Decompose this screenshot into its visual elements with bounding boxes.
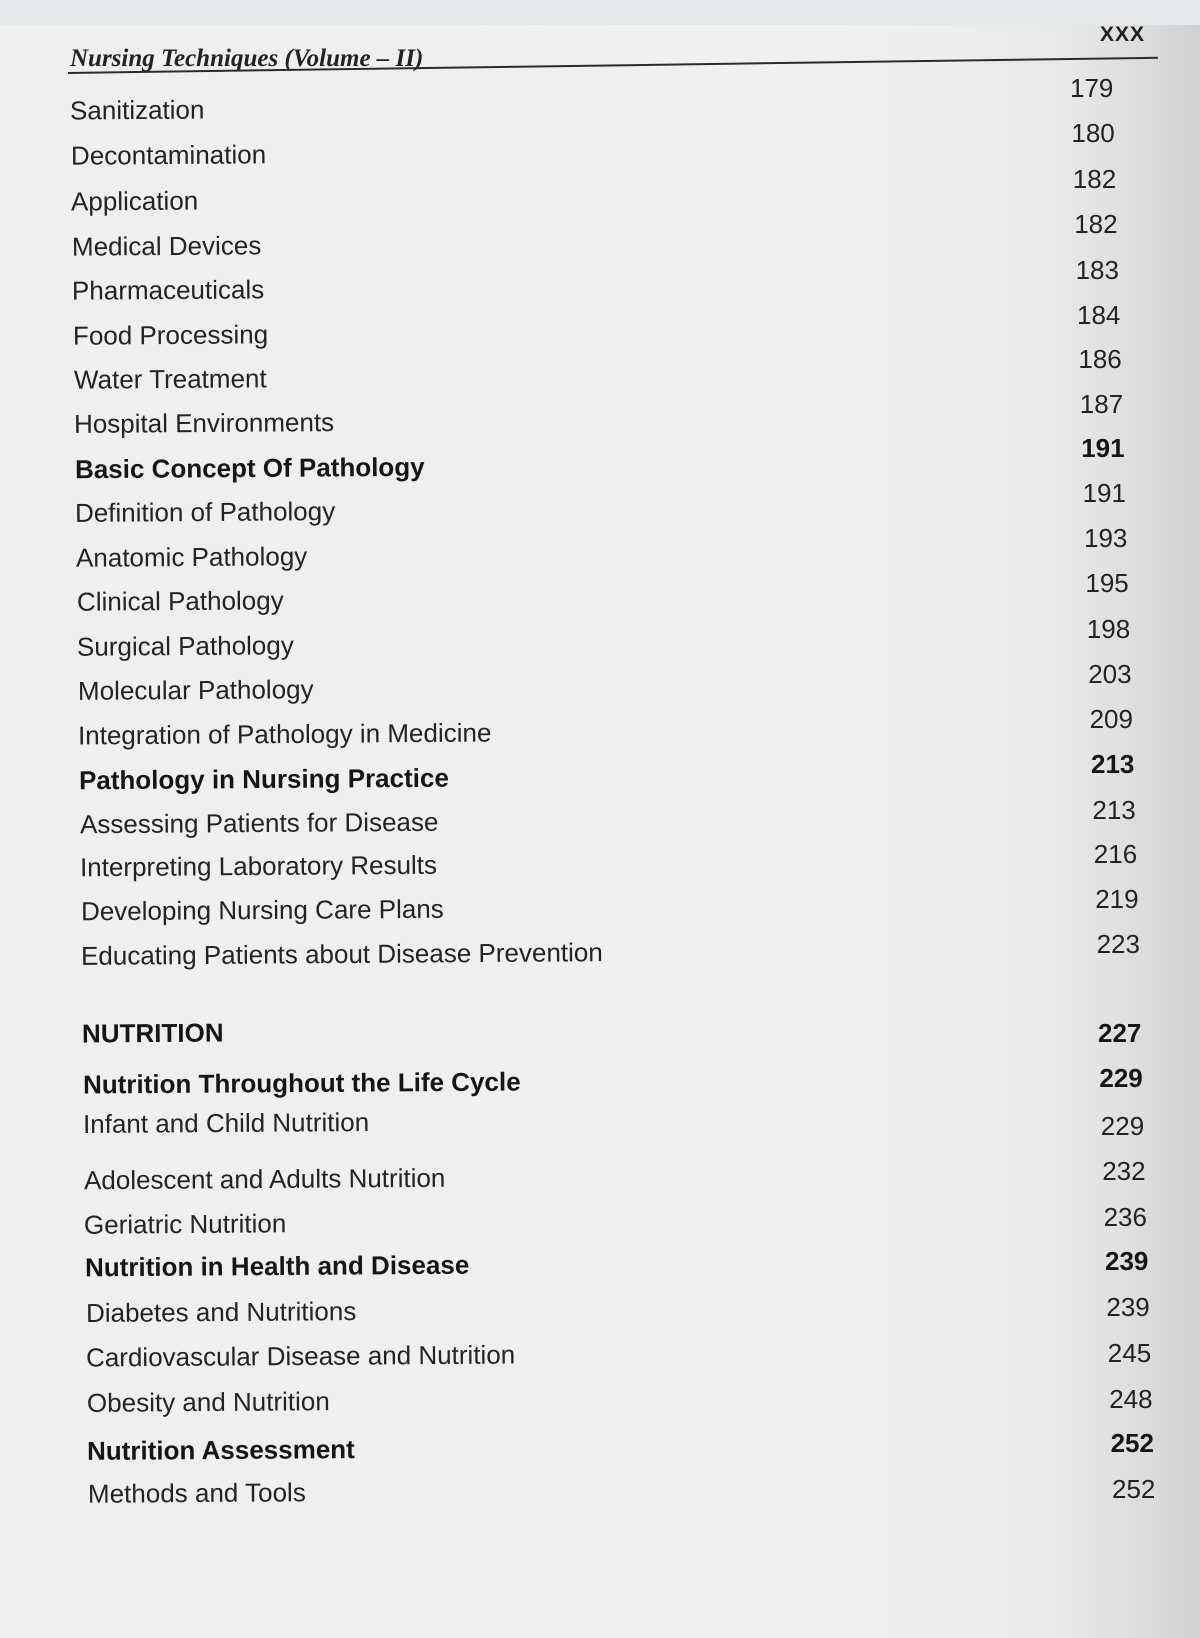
page-number: 195 (1085, 568, 1129, 598)
page-number: 236 (1103, 1202, 1147, 1232)
toc-entry: Obesity and Nutrition (86, 1386, 330, 1418)
page-number: 229 (1099, 1063, 1143, 1093)
running-head: Nursing Techniques (Volume – II) (70, 45, 424, 72)
toc-entry: Anatomic Pathology (75, 541, 308, 573)
toc-entry: Methods and Tools (87, 1477, 306, 1509)
page-number: 186 (1078, 344, 1122, 374)
page-number: 239 (1105, 1246, 1149, 1276)
toc-entry: Medical Devices (71, 230, 262, 262)
page-number: 219 (1095, 884, 1139, 914)
page-number: 232 (1102, 1156, 1146, 1186)
toc-entry: Developing Nursing Care Plans (80, 893, 444, 927)
page-number: 198 (1086, 614, 1131, 644)
toc-heading: Basic Concept Of Pathology (74, 451, 425, 485)
toc-entry: Surgical Pathology (77, 630, 295, 662)
toc-entry: Infant and Child Nutrition (83, 1107, 370, 1139)
top-bar (0, 0, 1200, 25)
page-number: 223 (1096, 929, 1140, 959)
toc-entry: Integration of Pathology in Medicine (78, 717, 492, 751)
page-number: 180 (1071, 118, 1115, 148)
page-number: 229 (1100, 1111, 1145, 1141)
page-number: 182 (1074, 209, 1118, 239)
toc-entry: Application (71, 185, 199, 217)
page-number: 179 (1070, 73, 1114, 103)
toc-entry: Interpreting Laboratory Results (80, 849, 438, 883)
page-number: 216 (1093, 839, 1138, 869)
page-number: 252 (1110, 1428, 1154, 1458)
page-number: 245 (1107, 1338, 1152, 1368)
page-number: 203 (1088, 659, 1132, 689)
toc-entry: Geriatric Nutrition (84, 1208, 287, 1240)
toc-heading: Nutrition in Health and Disease (84, 1249, 470, 1283)
toc-entry: Educating Patients about Disease Prevention (81, 937, 604, 971)
page-folio: XXX (1100, 25, 1146, 46)
page-number: 187 (1079, 389, 1124, 419)
toc-entry: Water Treatment (73, 363, 267, 395)
page-number: 183 (1075, 255, 1119, 285)
table-of-contents (0, 25, 1200, 1638)
toc-heading: Pathology in Nursing Practice (78, 762, 449, 796)
page-number: 213 (1092, 795, 1136, 825)
page-number: 182 (1072, 164, 1117, 194)
toc-entry: Clinical Pathology (76, 585, 284, 617)
toc-entry: Definition of Pathology (75, 496, 336, 528)
page-number: 248 (1109, 1384, 1153, 1414)
page-number: 252 (1112, 1474, 1156, 1504)
toc-entry: Adolescent and Adults Nutrition (83, 1162, 446, 1196)
page-number: 213 (1091, 749, 1135, 779)
page-number: 239 (1106, 1292, 1150, 1322)
toc-entry: Cardiovascular Disease and Nutrition (86, 1339, 516, 1373)
toc-entry: Decontamination (70, 139, 266, 171)
toc-entry: Sanitization (69, 94, 205, 126)
toc-entry: Diabetes and Nutritions (85, 1296, 356, 1328)
page-number: 184 (1077, 300, 1121, 330)
toc-entry: Food Processing (72, 319, 269, 351)
toc-heading: Nutrition Throughout the Life Cycle (82, 1066, 521, 1100)
toc-heading: NUTRITION (81, 1017, 224, 1049)
toc-entry: Assessing Patients for Disease (79, 806, 439, 840)
page-number: 227 (1098, 1018, 1142, 1048)
toc-entry: Hospital Environments (74, 407, 335, 439)
toc-heading: Nutrition Assessment (87, 1434, 356, 1466)
document-page (0, 25, 1200, 1638)
toc-entry: Molecular Pathology (77, 674, 314, 706)
page-number: 193 (1084, 523, 1128, 553)
page-number: 209 (1089, 704, 1133, 734)
toc-entry: Pharmaceuticals (72, 274, 265, 306)
page-number: 191 (1082, 478, 1126, 508)
page-number: 191 (1081, 433, 1125, 463)
